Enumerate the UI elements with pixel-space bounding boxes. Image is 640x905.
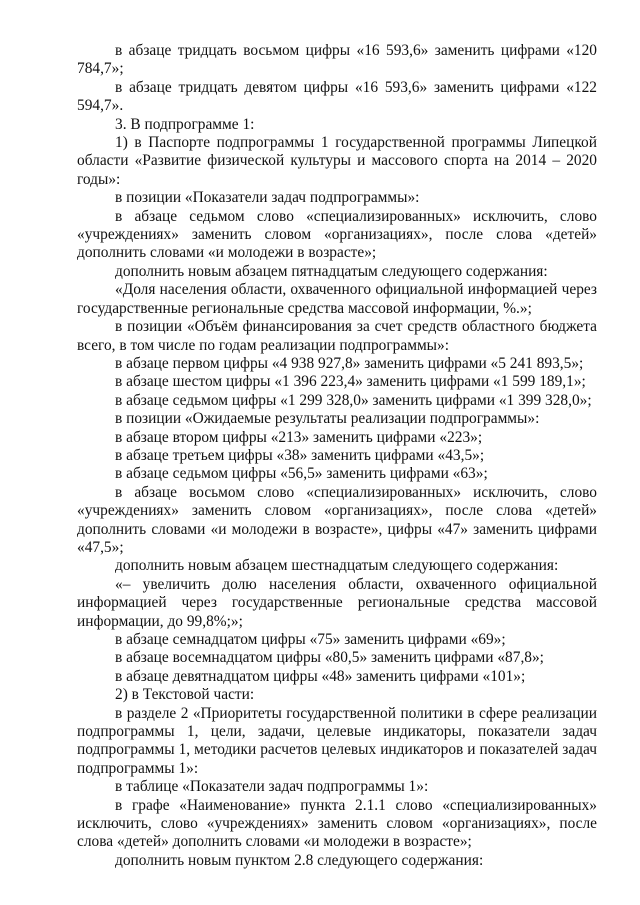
paragraph: в абзаце седьмом цифры «1 299 328,0» заменить цифрами «1 399 328,0»; — [115, 391, 592, 409]
paragraph: в абзаце тридцать девятом цифры «16 593,6» заменить цифрами «122 594,7». — [77, 78, 597, 115]
paragraph: в позиции «Показатели задач подпрограммы»: — [115, 189, 420, 207]
paragraph: в абзаце втором цифры «213» заменить цифрами «223»; — [115, 428, 483, 446]
paragraph: дополнить новым абзацем пятнадцатым следующего содержания: — [115, 262, 548, 280]
paragraph: в таблице «Показатели задач подпрограммы 1»: — [115, 778, 429, 796]
paragraph: дополнить новым пунктом 2.8 следующего содержания: — [115, 851, 484, 869]
paragraph: «– увеличить долю населения области, охваченного официальной информацией через государственные региональные средства массовой информации, до 99,8%;»; — [77, 575, 597, 630]
paragraph: в графе «Наименование» пункта 2.1.1 слово «специализированных» исключить, слово «учреждениях» заменить словом «организациях», после слова «детей» дополнить словами «и молодежи в возрасте»; — [77, 796, 597, 851]
paragraph: дополнить новым абзацем шестнадцатым следующего содержания: — [115, 557, 559, 575]
paragraph: 1) в Паспорте подпрограммы 1 государственной программы Липецкой области «Развитие физической культуры и массового спорта на 2014 – 2020 годы»: — [77, 134, 597, 188]
paragraph: в абзаце седьмом слово «специализированных» исключить, слово «учреждениях» заменить словом «организациях», после слова «детей» дополнить словами «и молодежи в возрасте»; — [77, 207, 597, 262]
paragraph: в абзаце первом цифры «4 938 927,8» заменить цифрами «5 241 893,5»; — [115, 354, 584, 372]
paragraph: в абзаце седьмом цифры «56,5» заменить цифрами «63»; — [115, 465, 488, 483]
section-heading: 3. В подпрограмме 1: — [115, 115, 255, 133]
paragraph: в разделе 2 «Приоритеты государственной политики в сфере реализации подпрограммы 1, цели, задачи, целевые индикаторы, показатели задач подпрограммы 1, методики расчетов целевых индикаторов и показателей задач подпрограммы 1»: — [77, 704, 597, 777]
paragraph: в абзаце шестом цифры «1 396 223,4» заменить цифрами «1 599 189,1»; — [115, 373, 586, 391]
paragraph: в абзаце семнадцатом цифры «75» заменить цифрами «69»; — [115, 631, 506, 648]
paragraph: в абзаце девятнадцатом цифры «48» заменить цифрами «101»; — [115, 667, 526, 685]
paragraph: в абзаце восемнадцатом цифры «80,5» заменить цифрами «87,8»; — [115, 649, 544, 667]
document-page — [77, 42, 597, 870]
paragraph: 2) в Текстовой части: — [115, 686, 255, 704]
paragraph: в позиции «Объём финансирования за счет средств областного бюджета всего, в том числе по годам реализации подпрограммы»: — [77, 318, 597, 354]
paragraph: «Доля населения области, охваченного официальной информацией через государственные региональные средства массовой информации, %.»; — [77, 281, 597, 317]
paragraph: в абзаце третьем цифры «38» заменить цифрами «43,5»; — [115, 446, 485, 464]
paragraph: в абзаце тридцать восьмом цифры «16 593,6» заменить цифрами «120 784,7»; — [77, 42, 597, 78]
paragraph: в абзаце восьмом слово «специализированных» исключить, слово «учреждениях» заменить словом «организациях», после слова «детей» дополнить словами «и молодежи в возрасте», цифры «47» заменить цифрами «47,5»; — [77, 483, 597, 556]
paragraph: в позиции «Ожидаемые результаты реализации подпрограммы»: — [115, 410, 540, 428]
